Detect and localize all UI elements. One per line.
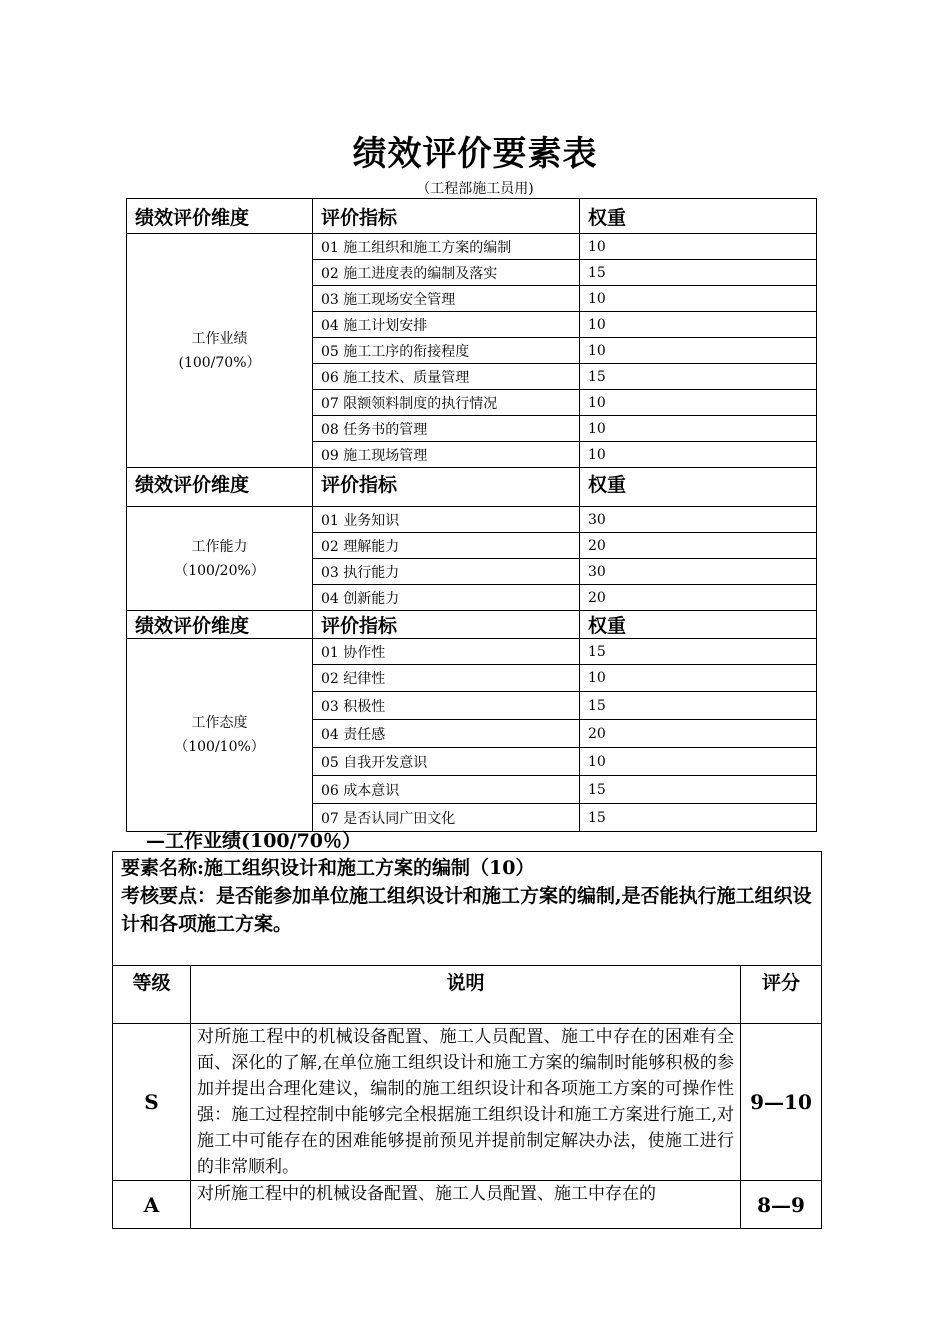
grade-cell: A [113, 1181, 191, 1229]
dimension-name: 工作能力 [191, 538, 248, 555]
table-header-row [127, 199, 817, 234]
element-info-cell [113, 852, 822, 966]
dimension-cell-performance [127, 234, 313, 468]
indicator-cell: 09 施工现场管理 [313, 442, 580, 468]
table-header-row [127, 468, 817, 507]
weight-cell: 20 [580, 720, 817, 748]
indicator-header: 评价指标 [313, 199, 580, 234]
section-heading: —工作业绩(100/70％） [146, 830, 362, 852]
indicator-header: 评价指标 [313, 611, 580, 639]
weight-cell: 10 [580, 312, 817, 338]
indicator-cell: 07 是否认同广田文化 [313, 804, 580, 832]
weight-header: 权重 [580, 199, 817, 234]
dimension-header: 绩效评价维度 [127, 468, 313, 507]
weight-cell: 10 [580, 442, 817, 468]
weight-cell: 10 [580, 665, 817, 692]
weight-cell: 30 [580, 507, 817, 533]
indicator-cell: 05 施工工序的衔接程度 [313, 338, 580, 364]
indicator-cell: 02 施工进度表的编制及落实 [313, 260, 580, 286]
weight-cell: 15 [580, 260, 817, 286]
grade-cell: S [113, 1024, 191, 1181]
indicator-cell: 01 施工组织和施工方案的编制 [313, 234, 580, 260]
weight-header: 权重 [580, 611, 817, 639]
score-cell: 8—9 [741, 1181, 822, 1229]
weight-cell: 15 [580, 776, 817, 804]
indicator-cell: 02 理解能力 [313, 533, 580, 559]
weight-cell: 10 [580, 234, 817, 260]
indicator-cell: 01 业务知识 [313, 507, 580, 533]
assessment-points: 考核要点：是否能参加单位施工组织设计和施工方案的编制,是否能执行施工组织设计和各项施工方案。 [121, 885, 812, 935]
indicator-cell: 04 责任感 [313, 720, 580, 748]
indicator-cell: 04 施工计划安排 [313, 312, 580, 338]
score-cell: 9—10 [741, 1024, 822, 1181]
indicator-cell: 08 任务书的管理 [313, 416, 580, 442]
weight-cell: 30 [580, 559, 817, 585]
indicator-cell: 01 协作性 [313, 639, 580, 665]
dimension-ratio: （100/10%） [174, 739, 265, 755]
dimension-ratio: （100/20%） [174, 562, 265, 579]
weight-cell: 10 [580, 286, 817, 312]
dimension-name: 工作业绩 [191, 330, 248, 347]
indicator-cell: 03 积极性 [313, 692, 580, 720]
table-row [113, 1024, 822, 1181]
weight-cell: 10 [580, 748, 817, 776]
table-row [113, 1181, 822, 1229]
table-header-row [127, 611, 817, 639]
dimension-name: 工作态度 [191, 715, 248, 731]
indicator-cell: 04 创新能力 [313, 585, 580, 611]
weight-header: 权重 [580, 468, 817, 507]
dimension-header: 绩效评价维度 [127, 611, 313, 639]
dimension-header: 绩效评价维度 [127, 199, 313, 234]
weight-cell: 10 [580, 390, 817, 416]
indicator-cell: 07 限额领料制度的执行情况 [313, 390, 580, 416]
weight-cell: 20 [580, 533, 817, 559]
indicator-cell: 02 纪律性 [313, 665, 580, 692]
indicator-cell: 05 自我开发意识 [313, 748, 580, 776]
page-title: 绩效评价要素表 [352, 134, 598, 174]
table-row [127, 639, 817, 665]
evaluation-elements-table [126, 198, 817, 832]
weight-cell: 15 [580, 639, 817, 665]
weight-cell: 10 [580, 416, 817, 442]
indicator-cell: 06 施工技术、质量管理 [313, 364, 580, 390]
grade-header: 等级 [113, 966, 191, 1024]
indicator-cell: 03 施工现场安全管理 [313, 286, 580, 312]
weight-cell: 15 [580, 804, 817, 832]
element-name: 要素名称:施工组织设计和施工方案的编制（10） [121, 857, 535, 879]
element-info-row [113, 852, 822, 966]
weight-cell: 20 [580, 585, 817, 611]
indicator-header: 评价指标 [313, 468, 580, 507]
dimension-cell-attitude [127, 639, 313, 832]
description-header: 说明 [191, 966, 741, 1024]
weight-cell: 10 [580, 338, 817, 364]
indicator-cell: 06 成本意识 [313, 776, 580, 804]
detail-header-row [113, 966, 822, 1024]
description-cell: 对所施工程中的机械设备配置、施工人员配置、施工中存在的 [191, 1181, 741, 1229]
page-subtitle: （工程部施工员用) [416, 181, 534, 197]
score-header: 评分 [741, 966, 822, 1024]
table-row [127, 234, 817, 260]
description-cell: 对所施工程中的机械设备配置、施工人员配置、施工中存在的困难有全面、深化的了解,在单位施工组织设计和施工方案的编制时能够积极的参加并提出合理化建议，编制的施工组织设计和各项施工方案的可操作性强：施工过程控制中能够完全根据施工组织设计和施工方案进行施工,对施工中可能存在的困难能够提前预见并提前制定解决办法，使施工进行的非常顺利。 [191, 1024, 741, 1181]
weight-cell: 15 [580, 364, 817, 390]
element-detail-table [112, 851, 822, 1229]
dimension-ratio: (100/70%） [178, 354, 261, 371]
dimension-cell-ability [127, 507, 313, 611]
table-row [127, 507, 817, 533]
indicator-cell: 03 执行能力 [313, 559, 580, 585]
weight-cell: 15 [580, 692, 817, 720]
